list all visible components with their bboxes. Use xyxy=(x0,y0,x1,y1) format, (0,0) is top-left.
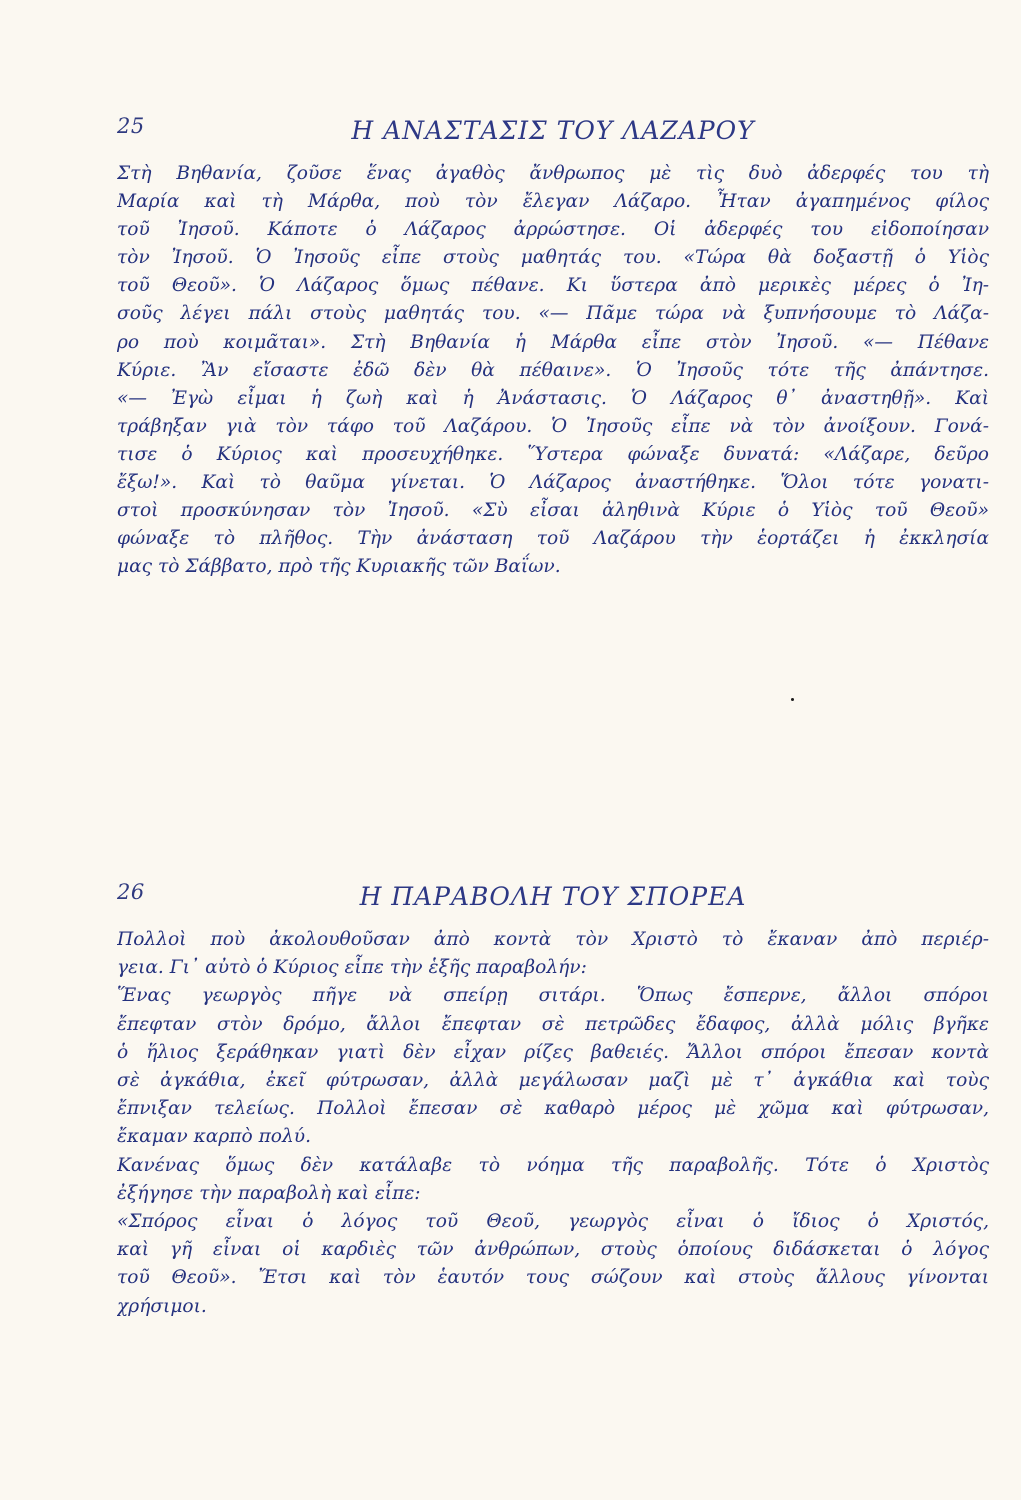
text-line: Πολλοὶ ποὺ ἀκολουθοῦσαν ἀπὸ κοντὰ τὸν Χριστὸ τὸ ἔκαναν ἀπὸ περιέρ- xyxy=(117,929,989,950)
page-number: 25 xyxy=(117,114,145,138)
ink-speck xyxy=(791,698,794,701)
text-line: Ἕνας γεωργὸς πῆγε νὰ σπείρῃ σιτάρι. Ὅπως ἔσπερνε, ἄλλοι σπόροι xyxy=(117,985,989,1007)
text-line: ἐξήγησε τὴν παραβολὴ καὶ εἶπε: xyxy=(117,1182,421,1204)
page-number: 26 xyxy=(117,880,145,904)
text-line: Κανένας ὅμως δὲν κατάλαβε τὸ νόημα τῆς παραβολῆς. Τότε ὁ Χριστὸς xyxy=(117,1154,989,1176)
text-line: Στὴ Βηθανία, ζοῦσε ἕνας ἀγαθὸς ἄνθρωπος μὲ τὶς δυὸ ἀδερφές του τὴ xyxy=(117,163,989,184)
text-line: τοῦ Θεοῦ». Ἔτσι καὶ τὸν ἑαυτόν τους σώζουν καὶ στοὺς ἄλλους γίνονται xyxy=(117,1267,989,1289)
text-line: ρο ποὺ κοιμᾶται». Στὴ Βηθανία ἡ Μάρθα εἶπε στὸν Ἰησοῦ. «— Πέθανε xyxy=(117,331,989,353)
text-line: τισε ὁ Κύριος καὶ προσευχήθηκε. Ὕστερα φώναξε δυνατά: «Λάζαρε, δεῦρο xyxy=(117,443,989,465)
story-sower xyxy=(117,876,989,1321)
text-line: ἔπνιξαν τελείως. Πολλοὶ ἔπεσαν σὲ καθαρὸ μέρος μὲ χῶμα καὶ φύτρωσαν, xyxy=(117,1098,989,1120)
text-line: ἔπεφταν στὸν δρόμο, ἄλλοι ἔπεφταν σὲ πετρῶδες ἔδαφος, ἀλλὰ μόλις βγῆκε xyxy=(117,1013,989,1035)
story-body xyxy=(117,926,989,1321)
text-line: ὁ ἥλιος ξεράθηκαν γιατὶ δὲν εἶχαν ρίζες βαθειές. Ἄλλοι σπόροι ἔπεσαν κοντὰ xyxy=(117,1041,989,1063)
text-line: σοῦς λέγει πάλι στοὺς μαθητάς του. «— Πᾶμε τώρα νὰ ξυπνήσουμε τὸ Λάζα- xyxy=(117,303,989,325)
story-body xyxy=(117,160,989,581)
text-line: στοὶ προσκύνησαν τὸν Ἰησοῦ. «Σὺ εἶσαι ἀληθινὰ Κύριε ὁ Υἱὸς τοῦ Θεοῦ» xyxy=(117,500,989,522)
text-line: «— Ἐγὼ εἶμαι ἡ ζωὴ καὶ ἡ Ἀνάστασις. Ὁ Λάζαρος θ᾽ ἀναστηθῇ». Καὶ xyxy=(117,387,989,409)
text-line: χρήσιμοι. xyxy=(117,1295,207,1317)
story-title: Η ΑΝΑΣΤΑΣΙΣ ΤΟΥ ΛΑΖΑΡΟΥ xyxy=(351,116,755,145)
story-title: Η ΠΑΡΑΒΟΛΗ ΤΟΥ ΣΠΟΡΕΑ xyxy=(359,882,747,911)
text-line: τοῦ Ἰησοῦ. Κάποτε ὁ Λάζαρος ἀρρώστησε. Οἱ ἀδερφές του εἰδοποίησαν xyxy=(117,219,989,241)
story-lazarus xyxy=(117,110,989,581)
text-line: ἔκαμαν καρπὸ πολύ. xyxy=(117,1126,311,1148)
text-line: μας τὸ Σάββατο, πρὸ τῆς Κυριακῆς τῶν Βαΐων. xyxy=(117,556,561,578)
text-line: γεια. Γι᾽ αὐτὸ ὁ Κύριος εἶπε τὴν ἑξῆς παραβολήν: xyxy=(117,957,587,979)
text-line: ἔξω!». Καὶ τὸ θαῦμα γίνεται. Ὁ Λάζαρος ἀναστήθηκε. Ὅλοι τότε γονατι- xyxy=(117,472,989,494)
text-line: Κύριε. Ἂν εἴσαστε ἐδῶ δὲν θὰ πέθαινε». Ὁ Ἰησοῦς τότε τῆς ἀπάντησε. xyxy=(117,359,989,381)
text-line: σὲ ἀγκάθια, ἐκεῖ φύτρωσαν, ἀλλὰ μεγάλωσαν μαζὶ μὲ τ᾽ ἀγκάθια καὶ τοὺς xyxy=(117,1070,989,1092)
text-line: «Σπόρος εἶναι ὁ λόγος τοῦ Θεοῦ, γεωργὸς εἶναι ὁ ἴδιος ὁ Χριστός, xyxy=(117,1211,989,1233)
text-line: τράβηξαν γιὰ τὸν τάφο τοῦ Λαζάρου. Ὁ Ἰησοῦς εἶπε νὰ τὸν ἀνοίξουν. Γονά- xyxy=(117,415,989,437)
text-line: καὶ γῆ εἶναι οἱ καρδιὲς τῶν ἀνθρώπων, στοὺς ὁποίους διδάσκεται ὁ λόγος xyxy=(117,1239,989,1261)
text-line: Μαρία καὶ τὴ Μάρθα, ποὺ τὸν ἔλεγαν Λάζαρο. Ἦταν ἀγαπημένος φίλος xyxy=(117,191,989,213)
text-line: τοῦ Θεοῦ». Ὁ Λάζαρος ὅμως πέθανε. Κι ὕστερα ἀπὸ μερικὲς μέρες ὁ Ἰη- xyxy=(117,275,989,297)
text-line: φώναξε τὸ πλῆθος. Τὴν ἀνάσταση τοῦ Λαζάρου τὴν ἑορτάζει ἡ ἐκκλησία xyxy=(117,528,989,550)
text-line: τὸν Ἰησοῦ. Ὁ Ἰησοῦς εἶπε στοὺς μαθητάς του. «Τώρα θὰ δοξαστῇ ὁ Υἱὸς xyxy=(117,247,989,269)
story-heading xyxy=(117,110,989,150)
story-heading xyxy=(117,876,989,916)
